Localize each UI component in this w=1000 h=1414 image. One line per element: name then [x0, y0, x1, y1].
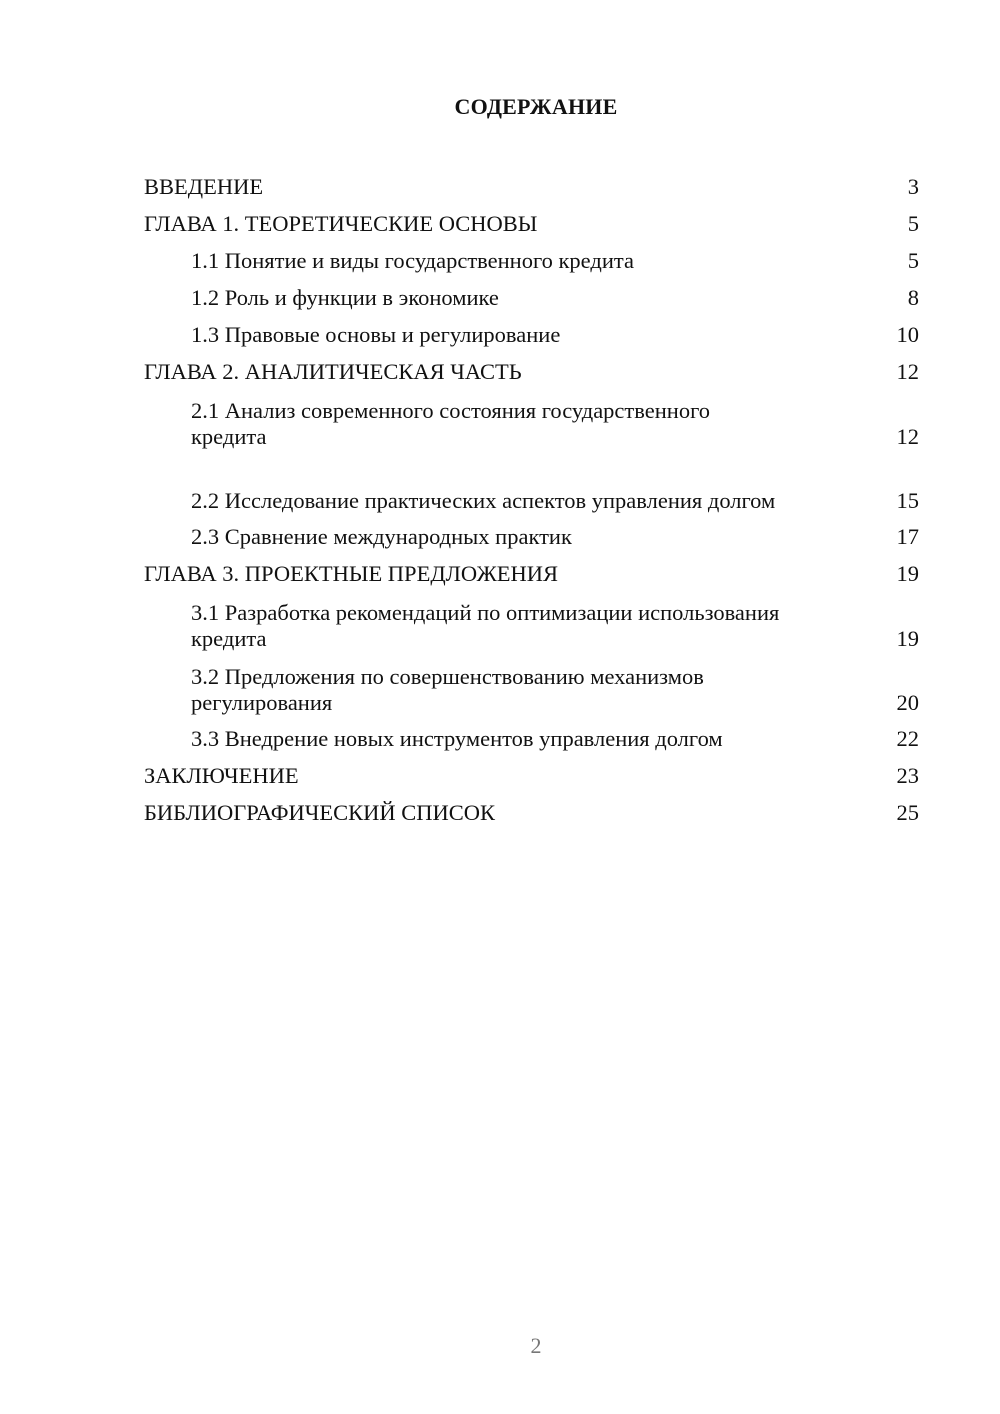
toc-entry-section-1-2[interactable]	[144, 279, 919, 316]
toc-entry-page: 10	[896, 321, 919, 347]
toc-entry-label: 1.2 Роль и функции в экономике	[191, 284, 499, 310]
toc-entry-section-3-1[interactable]	[144, 592, 919, 656]
toc-entry-label: 1.1 Понятие и виды государственного кредита	[191, 247, 634, 273]
toc-entry-page: 8	[907, 284, 919, 310]
toc-entry-chapter-1[interactable]	[144, 205, 919, 242]
toc-entry-section-2-2[interactable]	[144, 454, 919, 518]
page-number: 2	[530, 1333, 542, 1358]
toc-entry-label: ГЛАВА 2. АНАЛИТИЧЕСКАЯ ЧАСТЬ	[144, 358, 522, 384]
toc-entry-section-1-3[interactable]	[144, 316, 919, 353]
toc-entry-page: 15	[896, 488, 919, 513]
toc-entry-page: 20	[896, 690, 919, 715]
toc-entry-label: 1.3 Правовые основы и регулирование	[191, 321, 561, 347]
toc-entry-introduction[interactable]	[144, 168, 919, 205]
toc-entry-label: 2.3 Сравнение международных практик	[191, 523, 572, 549]
toc-entry-label: ГЛАВА 1. ТЕОРЕТИЧЕСКИЕ ОСНОВЫ	[144, 210, 538, 236]
toc-entry-label: ГЛАВА 3. ПРОЕКТНЫЕ ПРЕДЛОЖЕНИЯ	[144, 560, 559, 586]
toc-entry-page: 3	[907, 173, 919, 199]
toc-entry-page: 5	[907, 247, 919, 273]
table-of-contents	[144, 168, 919, 831]
toc-entry-section-2-1[interactable]	[144, 390, 919, 454]
toc-entry-conclusion[interactable]	[144, 757, 919, 794]
toc-entry-page: 17	[896, 523, 919, 549]
toc-entry-chapter-2[interactable]	[144, 353, 919, 390]
toc-entry-section-3-2[interactable]	[144, 656, 919, 720]
toc-entry-label: 3.1 Разработка рекомендаций по оптимизации использования кредита	[191, 600, 780, 651]
toc-entry-label: ЗАКЛЮЧЕНИЕ	[144, 762, 299, 788]
toc-entry-page: 19	[896, 560, 919, 586]
toc-entry-page: 23	[896, 762, 919, 788]
toc-entry-section-3-3[interactable]	[144, 720, 919, 757]
toc-entry-section-1-1[interactable]	[144, 242, 919, 279]
toc-entry-page: 12	[896, 358, 919, 384]
toc-entry-page: 25	[896, 799, 919, 825]
toc-entry-label: БИБЛИОГРАФИЧЕСКИЙ СПИСОК	[144, 799, 496, 825]
toc-entry-label: 2.1 Анализ современного состояния государственного кредита	[191, 398, 710, 449]
toc-entry-section-2-3[interactable]	[144, 518, 919, 555]
toc-entry-page: 5	[907, 210, 919, 236]
toc-entry-page: 19	[896, 626, 919, 651]
toc-entry-page: 12	[896, 424, 919, 449]
toc-entry-label: 2.2 Исследование практических аспектов управления долгом	[191, 488, 776, 513]
toc-entry-chapter-3[interactable]	[144, 555, 919, 592]
toc-entry-label: 3.3 Внедрение новых инструментов управления долгом	[191, 725, 723, 751]
toc-entry-label: ВВЕДЕНИЕ	[144, 173, 264, 199]
page-title: СОДЕРЖАНИЕ	[454, 94, 618, 119]
toc-entry-bibliography[interactable]	[144, 794, 919, 831]
toc-entry-label: 3.2 Предложения по совершенствованию механизмов регулирования	[191, 664, 704, 715]
toc-entry-page: 22	[896, 725, 919, 751]
